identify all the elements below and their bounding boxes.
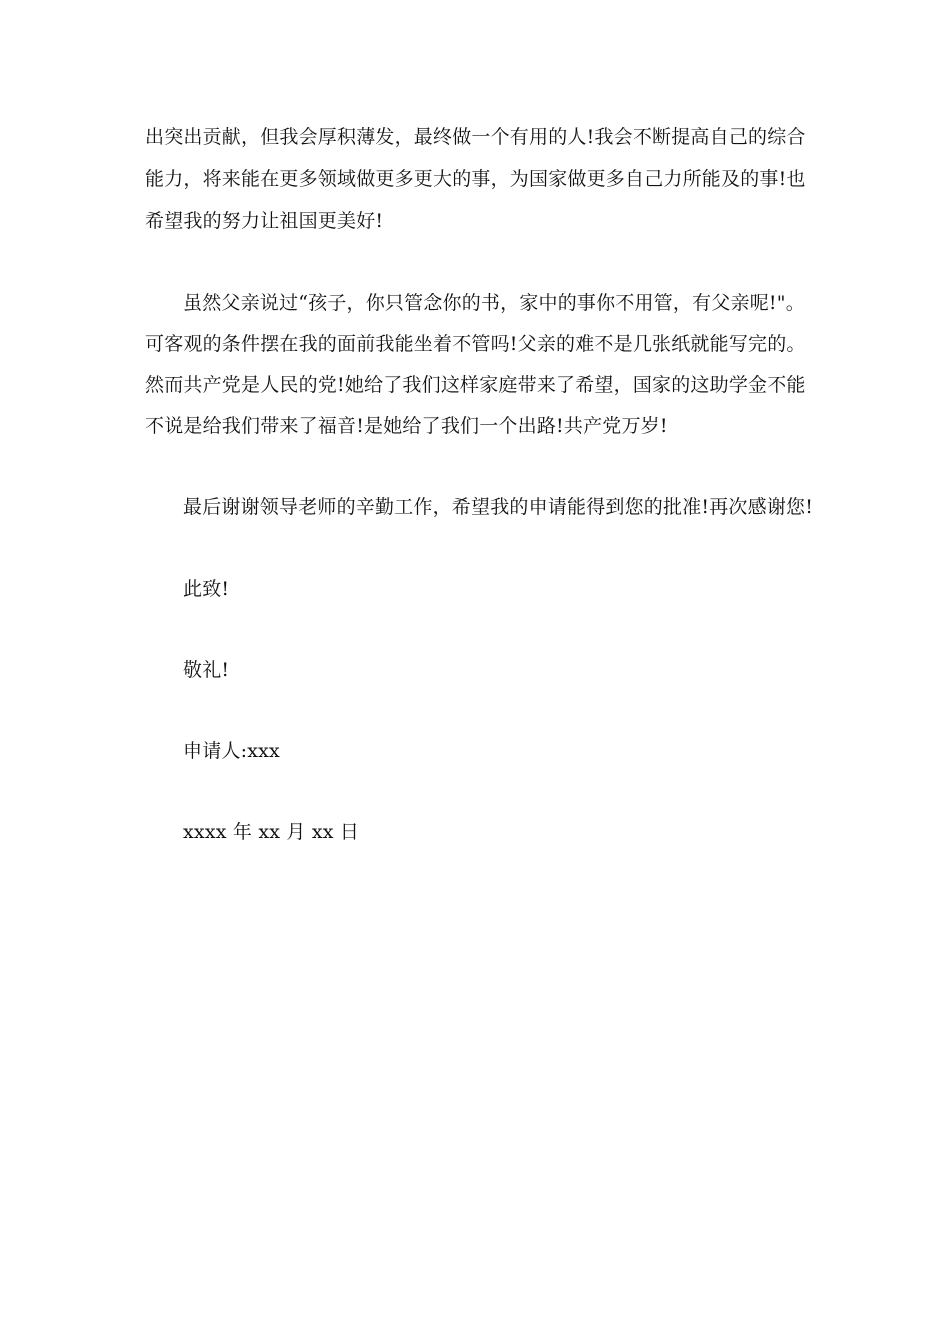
paragraph-1-line-2: 能力，将来能在更多领域做更多更大的事，为国家做更多自己力所能及的事!也 xyxy=(145,168,806,190)
paragraph-1-line-1: 出突出贡献，但我会厚积薄发，最终做一个有用的人!我会不断提高自己的综合 xyxy=(145,126,806,148)
signature-date: xxxx 年 xx 月 xx 日 xyxy=(183,821,360,843)
paragraph-2-line-3: 然而共产党是人民的党!她给了我们这样家庭带来了希望，国家的这助学金不能 xyxy=(145,374,806,396)
paragraph-2-line-1: 虽然父亲说过“孩子，你只管念你的书，家中的事你不用管，有父亲呢!"。 xyxy=(183,292,805,314)
applicant-signature: 申请人:xxx xyxy=(183,740,280,762)
paragraph-2-line-4: 不说是给我们带来了福音!是她给了我们一个出路!共产党万岁! xyxy=(145,415,668,437)
paragraph-3: 最后谢谢领导老师的辛勤工作，希望我的申请能得到您的批准!再次感谢您! xyxy=(183,496,814,518)
paragraph-2-line-2: 可客观的条件摆在我的面前我能坐着不管吗!父亲的难不是几张纸就能写完的。 xyxy=(145,333,806,355)
closing-jingli: 敬礼! xyxy=(183,659,230,681)
closing-cizhi: 此致! xyxy=(183,578,230,600)
paragraph-1-line-3: 希望我的努力让祖国更美好! xyxy=(145,210,384,232)
